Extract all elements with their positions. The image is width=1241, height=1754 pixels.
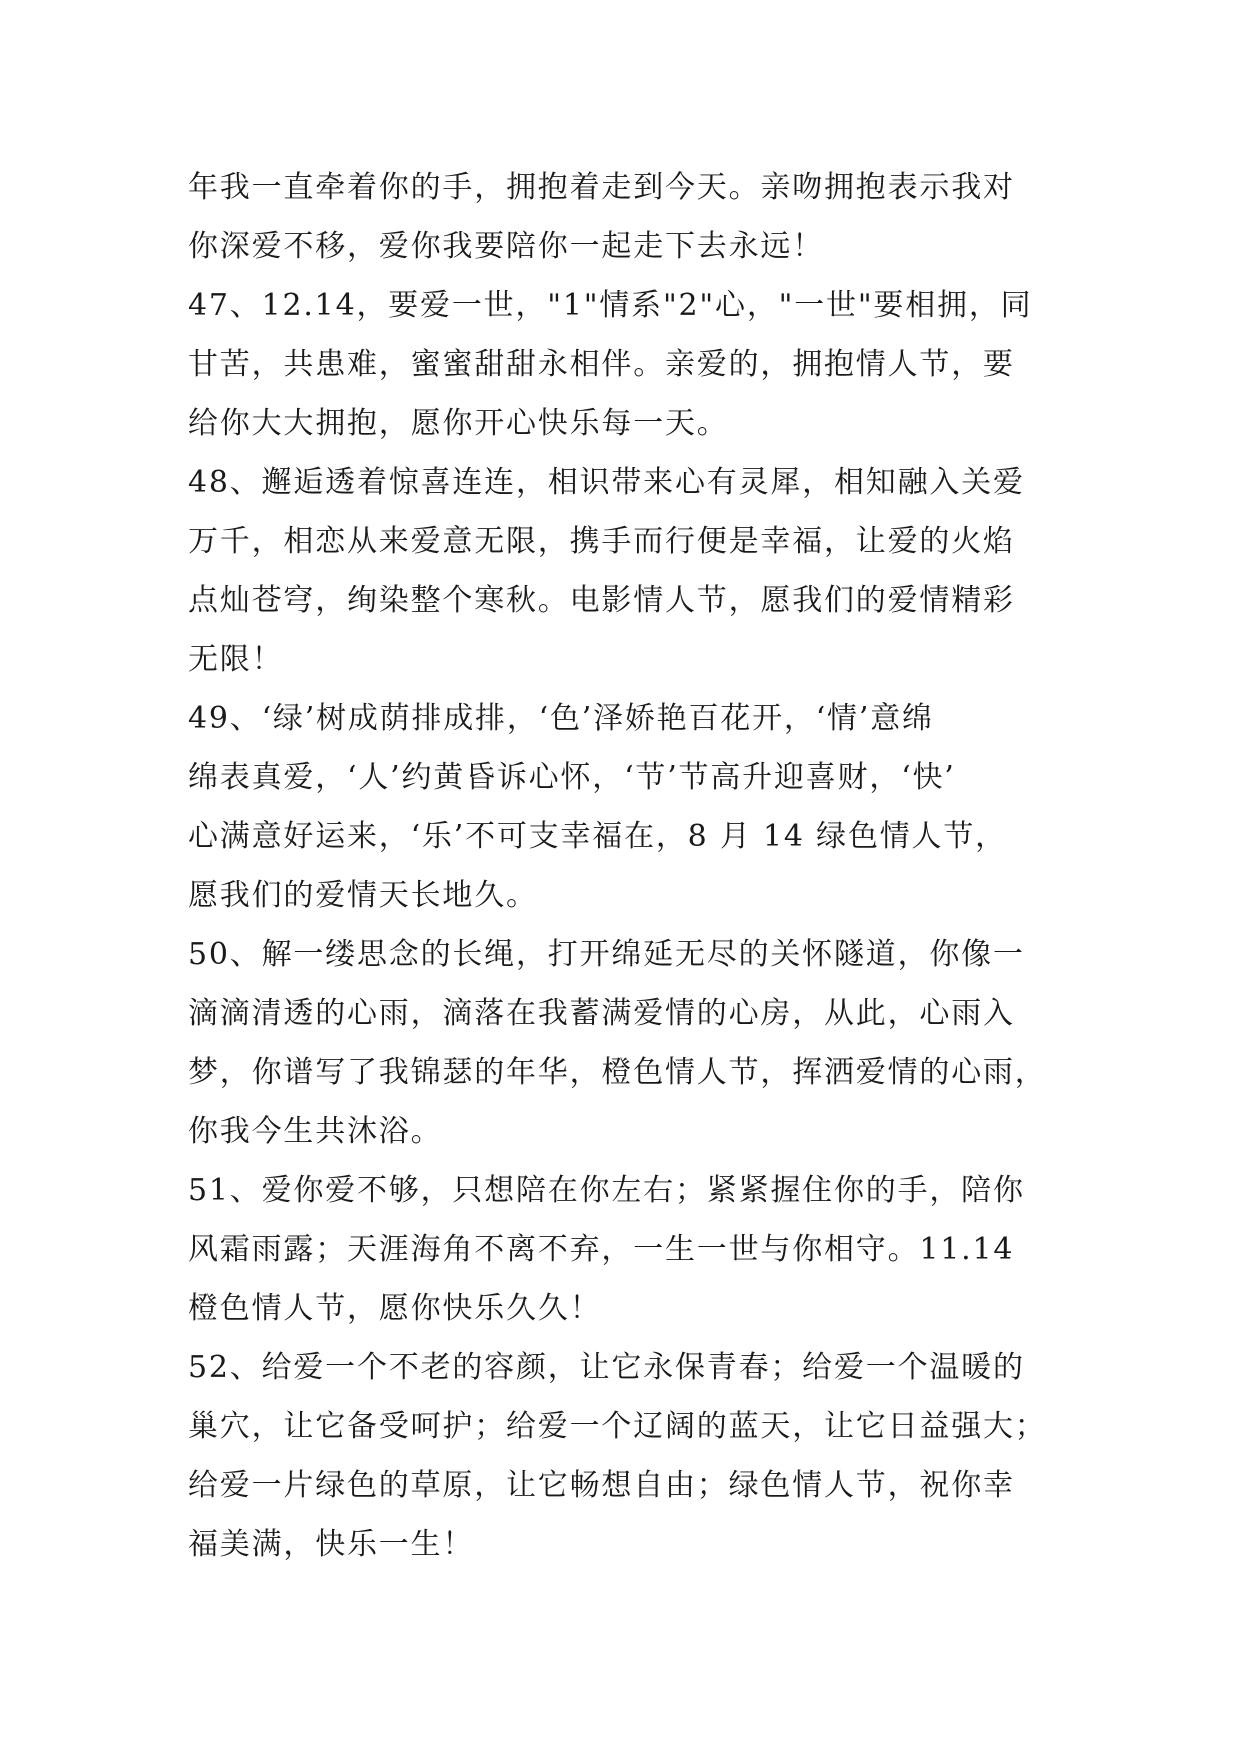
text-line: 年我一直牵着你的手，拥抱着走到今天。亲吻拥抱表示我对 xyxy=(188,170,1015,205)
text-line: 52、给爱一个不老的容颜，让它永保青春；给爱一个温暖的 xyxy=(188,1350,1025,1385)
text-line: 50、解一缕思念的长绳，打开绵延无尽的关怀隧道，你像一 xyxy=(188,937,1025,972)
text-line: 49、‘绿’树成荫排成排，‘色’泽娇艳百花开，‘情’意绵 xyxy=(188,701,934,736)
text-line: 48、邂逅透着惊喜连连，相识带来心有灵犀，相知融入关爱 xyxy=(188,465,1025,500)
text-line: 51、爱你爱不够，只想陪在你左右；紧紧握住你的手，陪你 xyxy=(188,1173,1025,1208)
text-line: 梦，你谱写了我锦瑟的年华，橙色情人节，挥洒爱情的心雨， xyxy=(188,1055,1047,1090)
text-line: 万千，相恋从来爱意无限，携手而行便是幸福，让爱的火焰 xyxy=(188,524,1015,559)
text-line: 点灿苍穹，绚染整个寒秋。电影情人节，愿我们的爱情精彩 xyxy=(188,583,1015,618)
text-line: 你深爱不移，爱你我要陪你一起走下去永远！ xyxy=(188,229,824,264)
text-line: 给你大大拥抱，愿你开心快乐每一天。 xyxy=(188,406,729,441)
text-line: 无限！ xyxy=(188,642,284,677)
text-line: 滴滴清透的心雨，滴落在我蓄满爱情的心房，从此，心雨入 xyxy=(188,996,1015,1031)
text-line: 给爱一片绿色的草原，让它畅想自由；绿色情人节，祝你幸 xyxy=(188,1468,1015,1503)
text-line: 心满意好运来，‘乐’不可支幸福在，8 月 14 绿色情人节， xyxy=(188,819,1007,854)
text-line: 愿我们的爱情天长地久。 xyxy=(188,878,538,913)
text-line: 绵表真爱，‘人’约黄昏诉心怀，‘节’节高升迎喜财，‘快’ xyxy=(188,760,956,795)
text-line: 你我今生共沐浴。 xyxy=(188,1114,443,1149)
text-line: 巢穴，让它备受呵护；给爱一个辽阔的蓝天，让它日益强大； xyxy=(188,1409,1047,1444)
text-line: 甘苦，共患难，蜜蜜甜甜永相伴。亲爱的，拥抱情人节，要 xyxy=(188,347,1015,382)
text-line: 福美满，快乐一生！ xyxy=(188,1527,475,1562)
text-line: 风霜雨露；天涯海角不离不弃，一生一世与你相守。11.14 xyxy=(188,1232,1015,1267)
body-text xyxy=(188,158,1068,1574)
text-line: 橙色情人节，愿你快乐久久！ xyxy=(188,1291,602,1326)
text-line: 47、12.14，要爱一世，"1"情系"2"心，"一世"要相拥，同 xyxy=(188,288,1033,323)
